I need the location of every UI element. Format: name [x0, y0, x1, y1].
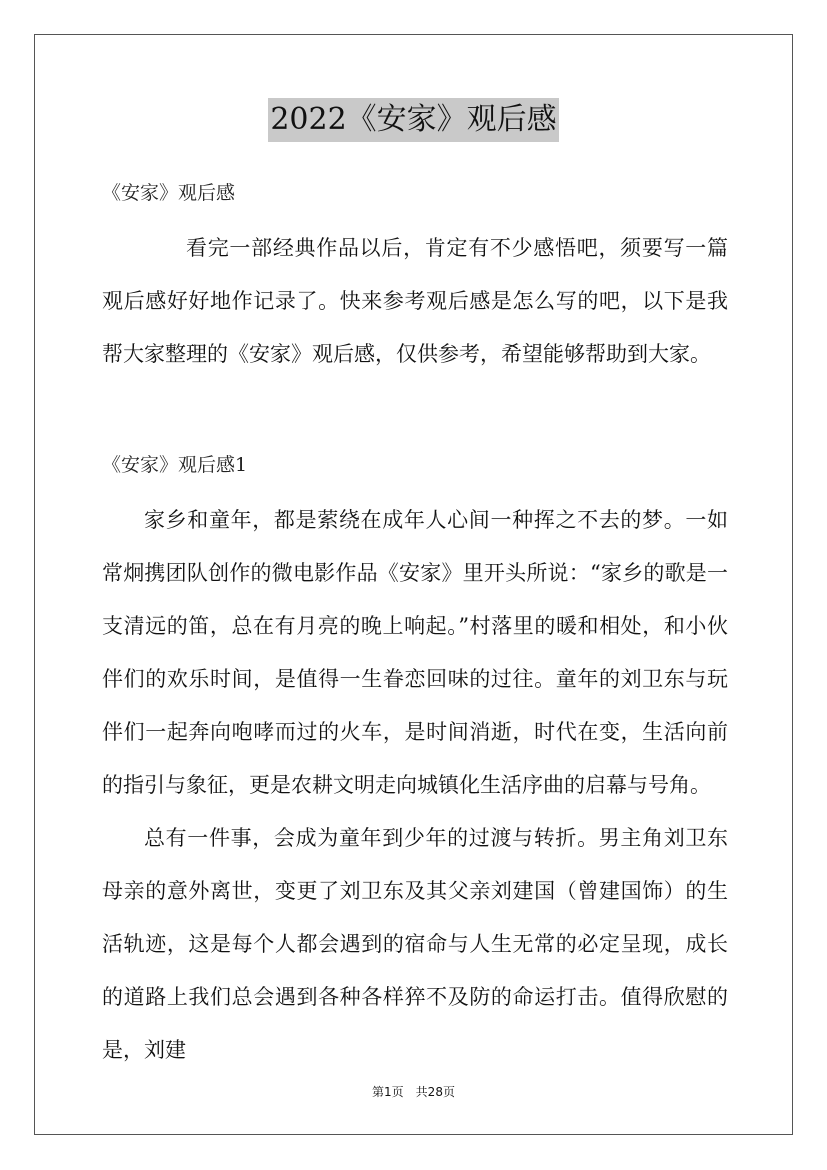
title-container — [0, 98, 827, 142]
body-paragraph-2: 总有一件事，会成为童年到少年的过渡与转折。男主角刘卫东母亲的意外离世，变更了刘卫东及其父亲刘建国（曾建国饰）的生活轨迹，这是每个人都会遇到的宿命与人生无常的必定呈现，成长的道路上我们总会遇到各种各样猝不及防的命运打击。值得欣慰的是，刘建 — [102, 826, 728, 1062]
document-title: 2022《安家》观后感 — [268, 98, 558, 142]
intro-paragraph: 看完一部经典作品以后，肯定有不少感悟吧，须要写一篇观后感好好地作记录了。快来参考观后感是怎么写的吧，以下是我帮大家整理的《安家》观后感，仅供参考，希望能够帮助到大家。 — [102, 236, 728, 366]
intro-section — [102, 222, 728, 381]
page-number: 第1页 共28页 — [372, 1085, 455, 1099]
section-heading: 《安家》观后感1 — [102, 454, 248, 476]
document-subtitle: 《安家》观后感 — [102, 182, 236, 204]
section-body — [102, 494, 728, 1077]
body-paragraph-1: 家乡和童年，都是萦绕在成年人心间一种挥之不去的梦。一如常炯携团队创作的微电影作品《安家》里开头所说：“家乡的歌是一支清远的笛，总在有月亮的晚上响起。”村落里的暖和相处，和小伙伴们的欢乐时间，是值得一生眷恋回味的过往。童年的刘卫东与玩伴们一起奔向咆哮而过的火车，是时间消逝，时代在变，生活向前的指引与象征，更是农耕文明走向城镇化生活序曲的启幕与号角。 — [102, 508, 728, 797]
